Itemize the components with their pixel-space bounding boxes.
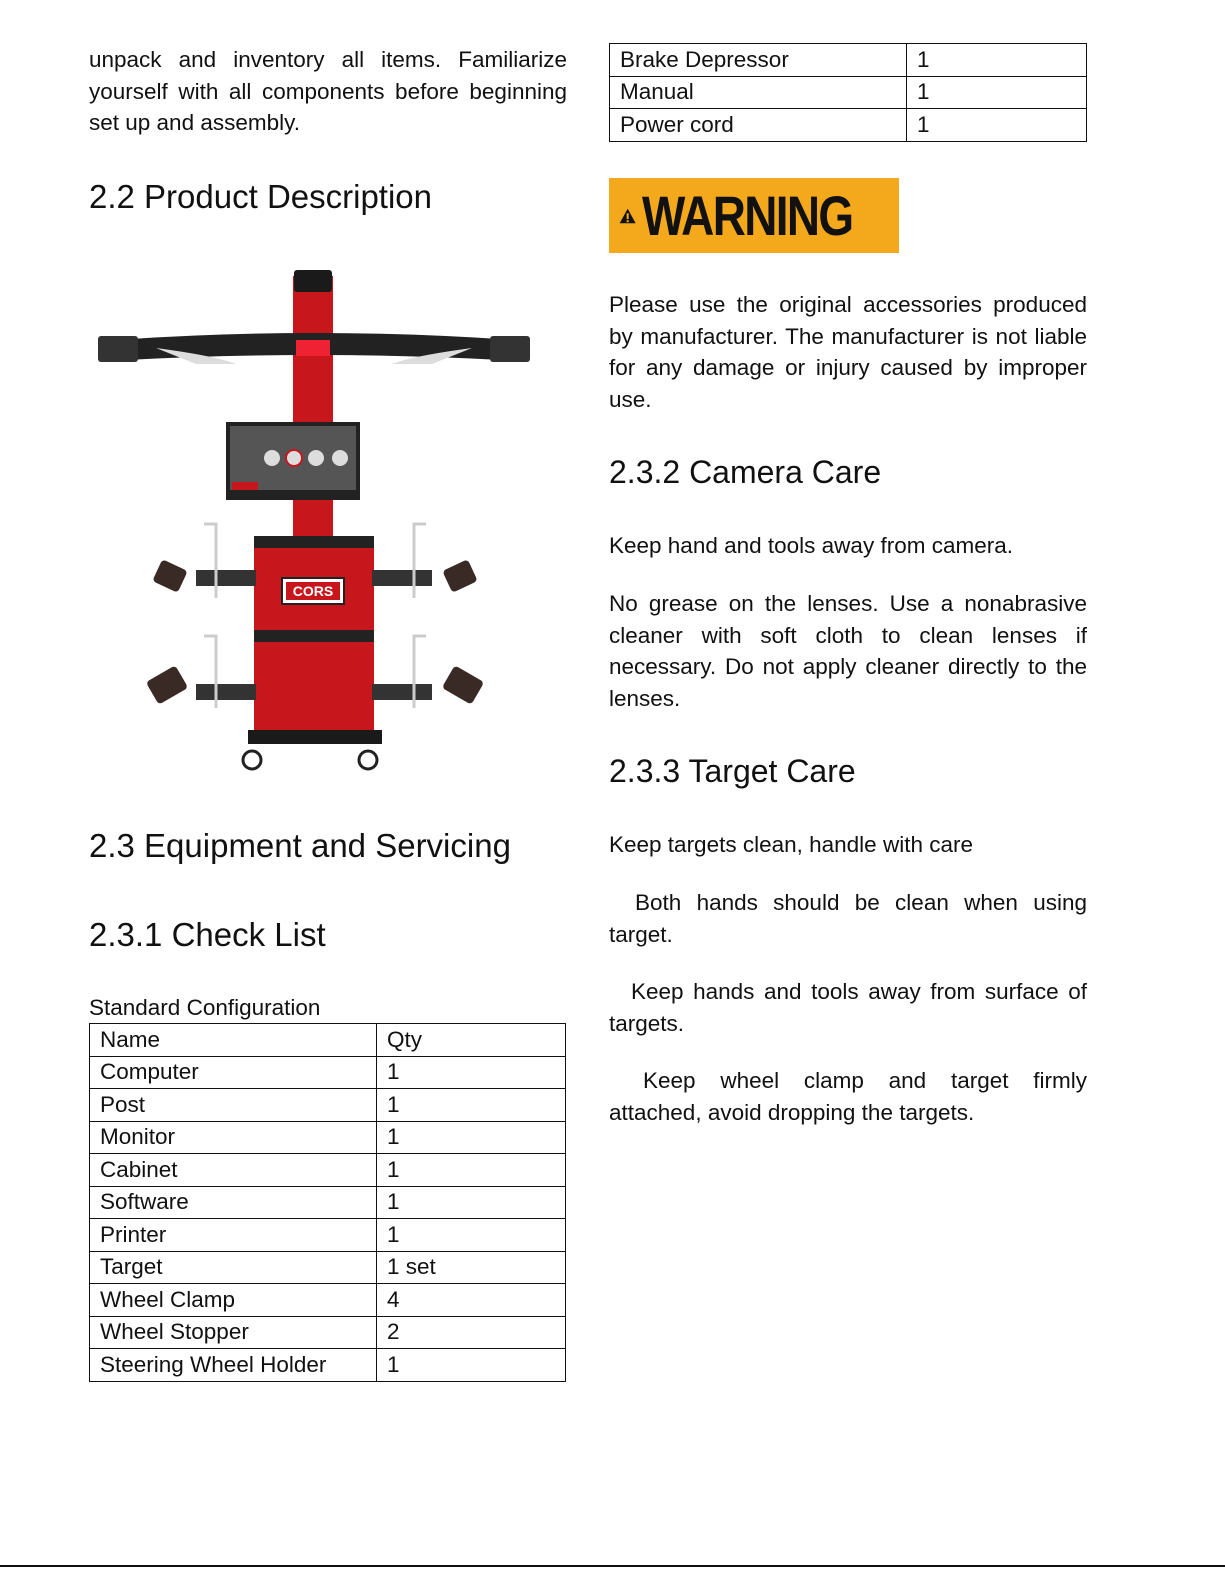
warning-triangle-icon	[619, 193, 636, 239]
intro-paragraph: unpack and inventory all items. Familiarize yourself with all components before beginning set up and assembly.	[89, 47, 567, 135]
item-name: Target	[90, 1251, 377, 1284]
table-row	[90, 1284, 566, 1317]
item-name: Software	[90, 1186, 377, 1219]
item-qty: 1	[377, 1186, 566, 1219]
table-row	[90, 1056, 566, 1089]
table-row	[90, 1219, 566, 1252]
item-name: Computer	[90, 1056, 377, 1089]
camera-paragraph-1: Keep hand and tools away from camera.	[609, 533, 1013, 558]
standard-configuration-label: Standard Configuration	[89, 995, 321, 1020]
heading-check-list: 2.3.1 Check List	[89, 916, 326, 953]
item-qty: 1 set	[377, 1251, 566, 1284]
item-qty: 1	[377, 1056, 566, 1089]
table-row	[90, 1186, 566, 1219]
item-qty: 1	[377, 1219, 566, 1252]
product-logo: CORS	[292, 583, 334, 599]
heading-product-description: 2.2 Product Description	[89, 178, 433, 215]
item-name: Printer	[90, 1219, 377, 1252]
item-qty: 4	[377, 1284, 566, 1317]
item-name: Monitor	[90, 1121, 377, 1154]
header-qty: Qty	[377, 1024, 566, 1057]
table-row	[610, 109, 1087, 142]
target-paragraph-4: Keep wheel clamp and target firmly attached, avoid dropping the targets.	[609, 1068, 1087, 1125]
item-qty: 2	[377, 1316, 566, 1349]
heading-target-care: 2.3.3 Target Care	[609, 753, 856, 789]
table-row	[610, 76, 1087, 109]
item-qty: 1	[377, 1121, 566, 1154]
table-row	[90, 1154, 566, 1187]
item-qty: 1	[907, 109, 1087, 142]
item-name: Cabinet	[90, 1154, 377, 1187]
warning-label: WARNING	[642, 184, 853, 247]
item-qty: 1	[377, 1154, 566, 1187]
item-qty: 1	[907, 44, 1087, 77]
item-name: Power cord	[610, 109, 907, 142]
target-paragraph-1: Keep targets clean, handle with care	[609, 832, 973, 857]
item-name: Wheel Clamp	[90, 1284, 377, 1317]
item-name: Wheel Stopper	[90, 1316, 377, 1349]
item-qty: 1	[377, 1089, 566, 1122]
item-qty: 1	[377, 1349, 566, 1382]
heading-camera-care: 2.3.2 Camera Care	[609, 454, 882, 490]
target-paragraph-3: Keep hands and tools away from surface of targets.	[609, 979, 1087, 1036]
table-row	[90, 1349, 566, 1382]
checklist-table-continued	[609, 43, 1087, 142]
table-row	[90, 1251, 566, 1284]
table-header-row	[90, 1024, 566, 1057]
item-name: Post	[90, 1089, 377, 1122]
table-row	[90, 1121, 566, 1154]
warning-banner	[609, 178, 899, 253]
item-name: Manual	[610, 76, 907, 109]
warning-paragraph: Please use the original accessories produced by manufacturer. The manufacturer is not liable for any damage or injury caused by improper use.	[609, 292, 1087, 412]
target-paragraph-2: Both hands should be clean when using target.	[609, 890, 1087, 947]
item-qty: 1	[907, 76, 1087, 109]
item-name: Brake Depressor	[610, 44, 907, 77]
checklist-table	[89, 1023, 566, 1382]
item-name: Steering Wheel Holder	[90, 1349, 377, 1382]
header-name: Name	[90, 1024, 377, 1057]
table-row	[90, 1316, 566, 1349]
table-row	[610, 44, 1087, 77]
camera-paragraph-2: No grease on the lenses. Use a nonabrasive cleaner with soft cloth to clean lenses if necessary. Do not apply cleaner directly to the lenses.	[609, 591, 1087, 711]
table-row	[90, 1089, 566, 1122]
wheel-aligner-illustration	[96, 268, 532, 778]
heading-equipment-servicing: 2.3 Equipment and Servicing	[89, 827, 511, 864]
page-bottom-rule	[0, 1565, 1225, 1567]
